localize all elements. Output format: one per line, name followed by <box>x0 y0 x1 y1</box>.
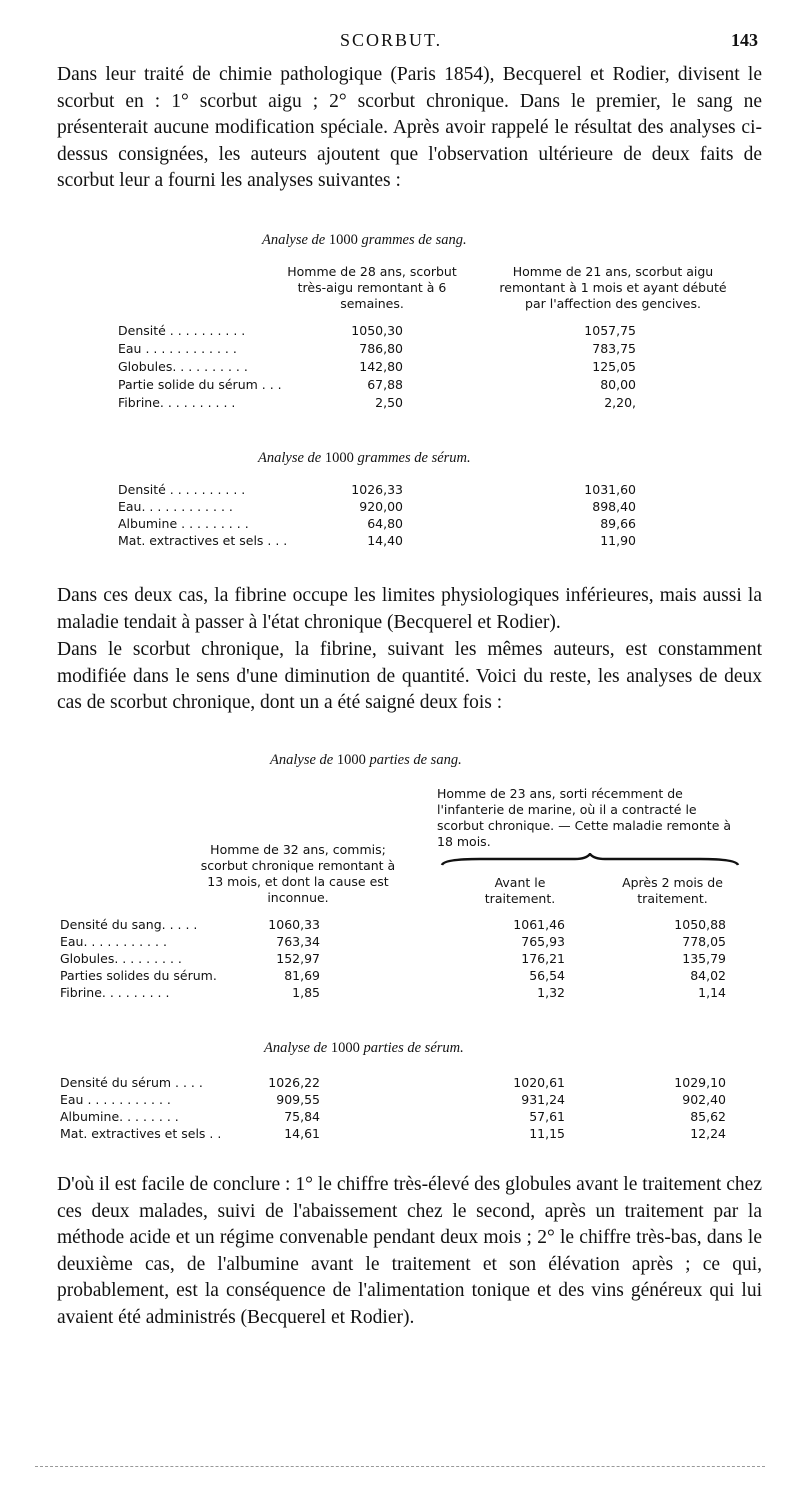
row-label: Fibrine. . . . . . . . . . <box>118 395 236 410</box>
value-col3: 1,14 <box>698 985 726 1000</box>
value-col1: 14,40 <box>367 533 403 548</box>
paragraph-1: Dans leur traité de chimie pathologique (Paris 1854), Becquerel et Rodier, divisent le scorbut en : 1° scorbut aigu ; 2° scorbut chronique. Dans le premier, le sang ne présenterait aucune modification spéciale. Après avoir rappelé le résultat des analyses ci-dessus consignées, les auteurs ajoutent que l'observation ultérieure de deux faits de scorbut leur a fourni les analyses suivantes : <box>57 64 762 191</box>
value-col1: 1050,30 <box>351 323 403 338</box>
caption-text: Analyse de <box>264 1040 328 1056</box>
value-col1: 920,00 <box>359 499 403 514</box>
value-col1: 75,84 <box>284 1109 320 1124</box>
row-label: Fibrine. . . . . . . . . <box>60 985 170 1000</box>
caption-number: 1000 <box>324 450 354 466</box>
value-col1: 1060,33 <box>268 917 320 932</box>
value-col1: 2,50 <box>375 395 403 410</box>
table2 <box>118 481 758 556</box>
value-col2: 89,66 <box>600 516 636 531</box>
value-col1: 1026,33 <box>351 482 403 497</box>
value-col2: 1020,61 <box>513 1075 565 1090</box>
paragraph-4: D'où il est facile de conclure : 1° le chiffre très-élevé des globules avant le traitement chez ces deux malades, suivi de l'abaissement chez le second, après un traitement par la méthode acide et un régime convenable pendant deux mois ; 2° le chiffre très-bas, dans le deuxième cas, de l'albumine avant le traitement et son élévation après ; ce qui, probablement, est la conséquence de l'alimentation tonique et des vins généreux qui lui avaient été administrés (Becquerel et Rodier). <box>57 1174 762 1328</box>
row-label: Densité du sang. . . . . <box>60 917 198 932</box>
row-label: Eau. . . . . . . . . . . <box>60 934 167 949</box>
value-col2: 1,32 <box>537 985 565 1000</box>
row-label: Partie solide du sérum . . . <box>118 377 282 392</box>
table1-col2-head: Homme de 21 ans, scorbut aigu remontant à 1 mois et ayant débuté par l'affection des gencives. <box>499 264 727 311</box>
value-col2: 1031,60 <box>584 482 636 497</box>
table2-caption <box>258 450 471 467</box>
value-col1: 152,97 <box>276 951 320 966</box>
value-col2: 176,21 <box>521 951 565 966</box>
value-col2: 931,24 <box>521 1092 565 1107</box>
paragraph-3: Dans le scorbut chronique, la fibrine, suivant les mêmes auteurs, est constamment modifiée dans le sens d'une diminution de quantité. Voici du reste, les analyses de deux cas de scorbut chronique, dont un a été saigné deux fois : <box>57 639 762 713</box>
value-col1: 142,80 <box>359 359 403 374</box>
value-col3: 1050,88 <box>674 917 726 932</box>
row-label: Eau. . . . . . . . . . . . <box>118 499 233 514</box>
row-label: Eau . . . . . . . . . . . <box>60 1092 171 1107</box>
table3-col1-head: Homme de 32 ans, commis; scorbut chronique remontant à 13 mois, et dont la cause est inconnue. <box>200 842 396 905</box>
value-col3: 135,79 <box>682 951 726 966</box>
caption-number: 1000 <box>330 1040 360 1056</box>
value-col2: 11,15 <box>529 1126 565 1141</box>
row-label: Mat. extractives et sels . . . <box>118 533 288 548</box>
value-col2: 783,75 <box>592 341 636 356</box>
value-col2: 898,40 <box>592 499 636 514</box>
value-col1: 14,61 <box>284 1126 320 1141</box>
value-col1: 1,85 <box>292 985 320 1000</box>
caption-number: 1000 <box>336 752 366 768</box>
caption-text: parties de sérum. <box>363 1040 464 1056</box>
caption-text: parties de sang. <box>369 752 462 768</box>
value-col3: 778,05 <box>682 934 726 949</box>
bottom-rule <box>35 1466 765 1467</box>
table1-col1-head: Homme de 28 ans, scorbut très-aigu remontant à 6 semaines. <box>287 264 457 311</box>
value-col2: 1061,46 <box>513 917 565 932</box>
value-col1: 81,69 <box>284 968 320 983</box>
value-col2: 11,90 <box>600 533 636 548</box>
value-col3: 84,02 <box>690 968 726 983</box>
caption-number: 1000 <box>328 232 358 248</box>
paragraph-2: Dans ces deux cas, la fibrine occupe les limites physiologiques inférieures, mais aussi la maladie tendait à passer à l'état chronique (Becquerel et Rodier). <box>57 585 762 633</box>
value-col3: 12,24 <box>690 1126 726 1141</box>
value-col2: 1057,75 <box>584 323 636 338</box>
value-col1: 909,55 <box>276 1092 320 1107</box>
table3-sub-after: Après 2 mois de traitement. <box>622 875 723 906</box>
caption-text: Analyse de <box>258 450 322 466</box>
row-label: Eau . . . . . . . . . . . . <box>118 341 237 356</box>
value-col2: 80,00 <box>600 377 636 392</box>
table4 <box>60 1074 740 1149</box>
value-col2: 56,54 <box>529 968 565 983</box>
row-label: Densité . . . . . . . . . . <box>118 482 246 497</box>
value-col2: 57,61 <box>529 1109 565 1124</box>
value-col3: 1029,10 <box>674 1075 726 1090</box>
value-col2: 2,20, <box>604 395 636 410</box>
caption-text: Analyse de <box>262 232 326 248</box>
value-col2: 765,93 <box>521 934 565 949</box>
table3-caption <box>270 752 462 769</box>
table3-col2-head: Homme de 23 ans, sorti récemment de l'infanterie de marine, où il a contracté le scorbut chronique. — Cette maladie remonte à 18 mois. <box>437 786 732 849</box>
value-col1: 67,88 <box>367 377 403 392</box>
row-label: Mat. extractives et sels . . <box>60 1126 222 1141</box>
page-number: 143 <box>731 30 758 50</box>
value-col1: 64,80 <box>367 516 403 531</box>
row-label: Albumine . . . . . . . . . <box>118 516 249 531</box>
caption-text: grammes de sang. <box>361 232 467 248</box>
row-label: Globules. . . . . . . . . <box>60 951 182 966</box>
table4-caption <box>264 1040 464 1057</box>
row-label: Densité du sérum . . . . <box>60 1075 203 1090</box>
row-label: Albumine. . . . . . . . <box>60 1109 179 1124</box>
row-label: Densité . . . . . . . . . . <box>118 323 246 338</box>
brace-icon <box>440 853 740 867</box>
table3-sub-before: Avant le traitement. <box>484 875 556 906</box>
table1 <box>118 322 758 417</box>
page-header <box>0 30 800 56</box>
value-col1: 786,80 <box>359 341 403 356</box>
value-col1: 1026,22 <box>268 1075 320 1090</box>
row-label: Parties solides du sérum. <box>60 968 217 983</box>
row-label: Globules. . . . . . . . . . <box>118 359 248 374</box>
value-col3: 85,62 <box>690 1109 726 1124</box>
value-col3: 902,40 <box>682 1092 726 1107</box>
running-title: SCORBUT. <box>340 30 443 50</box>
caption-text: Analyse de <box>270 752 334 768</box>
value-col2: 125,05 <box>592 359 636 374</box>
value-col1: 763,34 <box>276 934 320 949</box>
table3 <box>60 916 740 1006</box>
table1-caption <box>262 232 467 249</box>
caption-text: grammes de sérum. <box>357 450 471 466</box>
